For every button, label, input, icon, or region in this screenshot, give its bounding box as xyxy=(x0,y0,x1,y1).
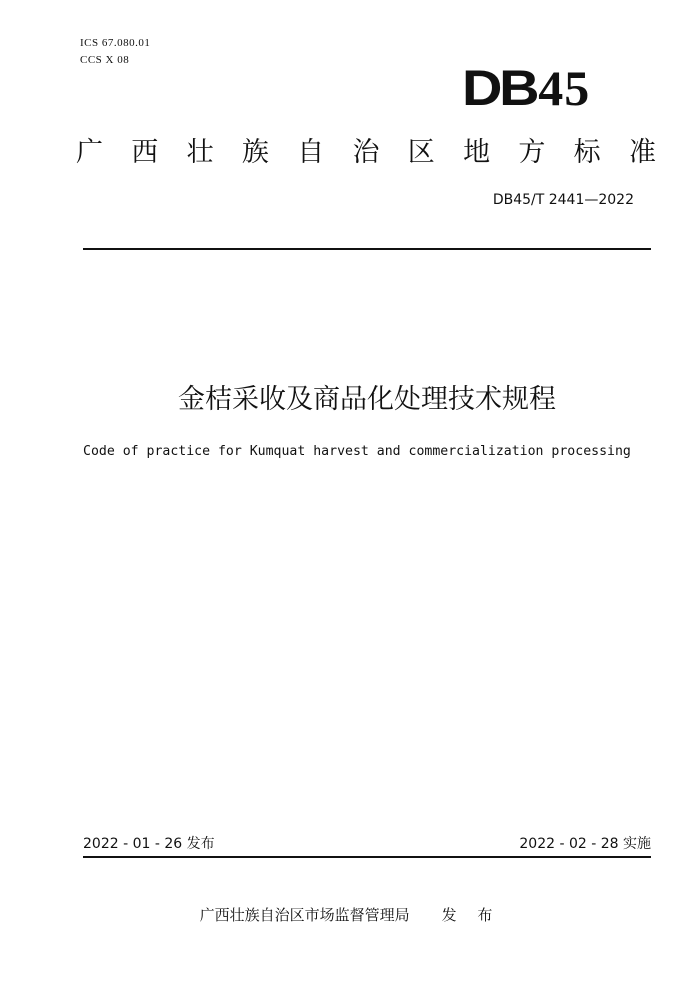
bottom-divider xyxy=(83,856,651,858)
heading-char: 治 xyxy=(352,137,380,168)
ics-code: ICS 67.080.01 xyxy=(80,37,151,49)
heading-char: 方 xyxy=(518,137,546,168)
document-title-en: Code of practice for Kumquat harvest and commercialization processing xyxy=(83,444,631,459)
publisher-issue-label: 发 布 xyxy=(441,906,501,924)
heading-char: 广 xyxy=(76,137,103,168)
heading-char: 壮 xyxy=(186,137,214,168)
top-divider xyxy=(83,248,651,250)
ccs-code: CCS X 08 xyxy=(80,54,130,66)
heading-char: 西 xyxy=(131,137,159,168)
db45-logo xyxy=(462,60,590,116)
db-logo-number: 45 xyxy=(538,60,591,116)
heading-char: 地 xyxy=(463,137,491,168)
publisher-name: 广西壮族自治区市场监督管理局 xyxy=(199,906,410,924)
standard-number: DB45/T 2441—2022 xyxy=(492,192,634,208)
effective-date: 2022 - 02 - 28 实施 xyxy=(519,836,651,852)
heading-char: 标 xyxy=(573,137,601,168)
publisher-line xyxy=(0,904,700,926)
db-logo-letters: DB xyxy=(462,60,537,116)
heading-char: 自 xyxy=(297,137,325,168)
heading-char: 准 xyxy=(628,137,656,168)
heading-char: 区 xyxy=(407,137,435,168)
issue-date: 2022 - 01 - 26 发布 xyxy=(83,836,215,852)
heading-char: 族 xyxy=(241,137,269,168)
org-standard-heading xyxy=(76,133,656,173)
document-title-zh: 金桔采收及商品化处理技术规程 xyxy=(178,384,556,415)
date-line xyxy=(83,834,651,854)
classification-codes xyxy=(80,35,150,69)
